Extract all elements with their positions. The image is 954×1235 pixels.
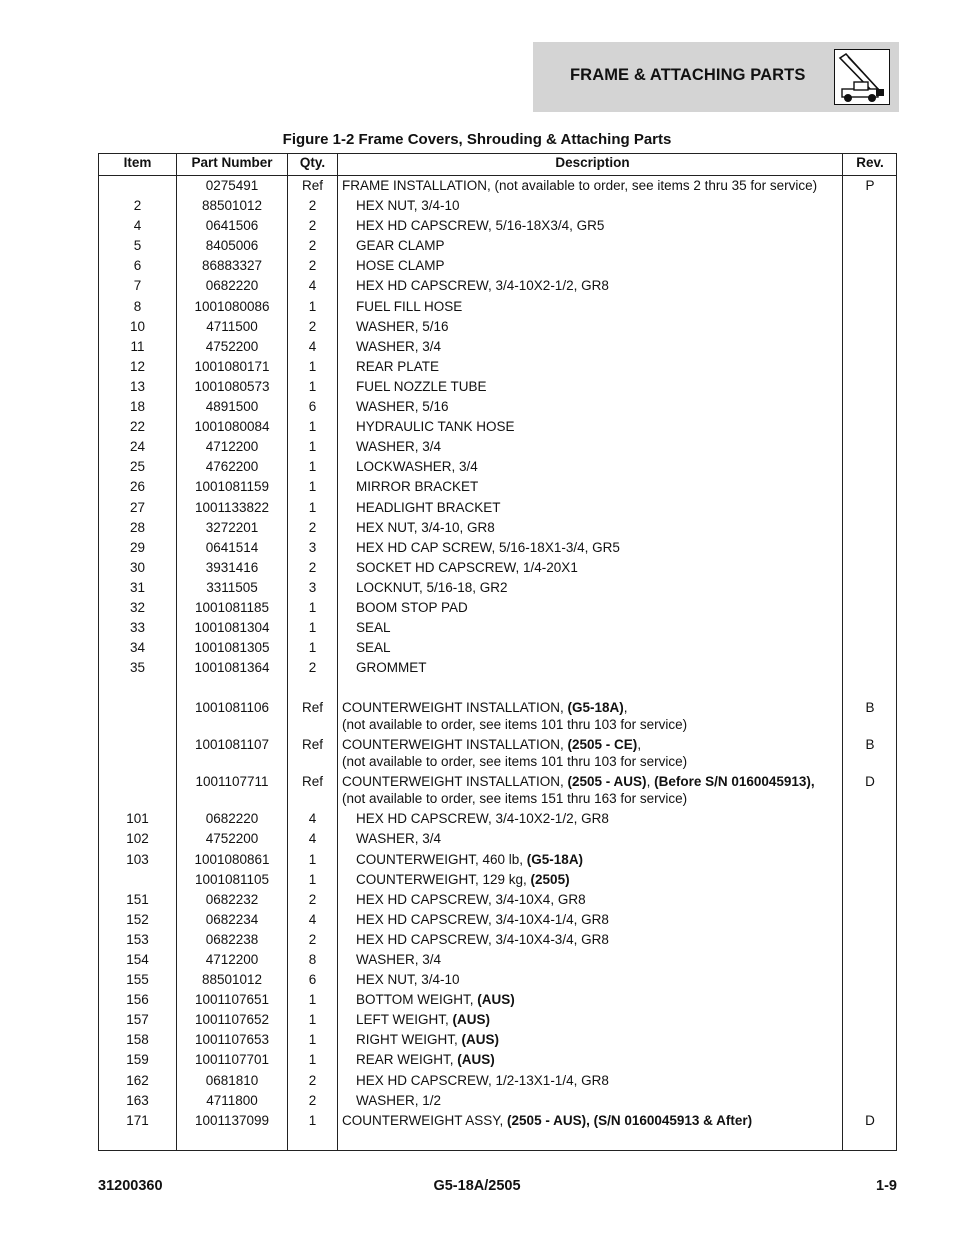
description bbox=[356, 457, 856, 477]
part-number: 3272201 bbox=[205, 519, 259, 535]
item-number: 18 bbox=[129, 399, 146, 415]
item-number: 2 bbox=[133, 198, 142, 214]
description bbox=[356, 658, 856, 678]
section-header bbox=[533, 42, 899, 112]
description-text: WASHER, 5/16 bbox=[356, 399, 449, 415]
item-number: 5 bbox=[133, 238, 142, 254]
quantity: 3 bbox=[308, 579, 317, 595]
quantity: 4 bbox=[308, 831, 317, 847]
part-number: 0682232 bbox=[205, 891, 259, 907]
part-number: 8405006 bbox=[205, 238, 259, 254]
quantity: 4 bbox=[308, 811, 317, 827]
description-text: (G5-18A) bbox=[567, 700, 624, 716]
description bbox=[356, 357, 856, 377]
part-number: 1001107653 bbox=[194, 1032, 270, 1048]
table-row bbox=[99, 735, 896, 772]
description bbox=[356, 498, 856, 518]
revision: B bbox=[865, 737, 875, 753]
quantity: 2 bbox=[308, 1092, 317, 1108]
item-number: 103 bbox=[126, 851, 149, 867]
table-row bbox=[99, 457, 896, 477]
part-number: 0682238 bbox=[205, 931, 259, 947]
part-number: 1001107701 bbox=[194, 1052, 270, 1068]
description-text: HEX HD CAPSCREW, 3/4-10X4, GR8 bbox=[356, 891, 586, 907]
item-number: 30 bbox=[129, 559, 146, 575]
description-text: LOCKNUT, 5/16-18, GR2 bbox=[356, 579, 508, 595]
description-text: HEX HD CAPSCREW, 1/2-13X1-1/4, GR8 bbox=[356, 1072, 609, 1088]
table-row bbox=[99, 256, 896, 276]
description-text: HEX HD CAPSCREW, 3/4-10X4-3/4, GR8 bbox=[356, 931, 609, 947]
description-text: RIGHT WEIGHT, bbox=[356, 1032, 462, 1048]
description bbox=[356, 518, 856, 538]
description-text: HEX NUT, 3/4-10, GR8 bbox=[356, 519, 495, 535]
item-number: 153 bbox=[126, 931, 149, 947]
description bbox=[356, 256, 856, 276]
description-text: SEAL bbox=[356, 620, 391, 636]
table-row bbox=[99, 538, 896, 558]
description bbox=[356, 598, 856, 618]
quantity: 2 bbox=[308, 559, 317, 575]
quantity: 2 bbox=[308, 891, 317, 907]
description-text: WASHER, 5/16 bbox=[356, 318, 449, 334]
description-text: (not available to order, see items 101 thru 103 for service) bbox=[342, 717, 688, 733]
table-row bbox=[99, 498, 896, 518]
table-row bbox=[99, 698, 896, 735]
item-number: 151 bbox=[126, 891, 149, 907]
description bbox=[356, 890, 856, 910]
quantity: 1 bbox=[308, 358, 317, 374]
description bbox=[342, 1111, 842, 1129]
part-number: 0682234 bbox=[205, 911, 259, 927]
description-text: COUNTERWEIGHT, 129 kg, bbox=[356, 871, 531, 887]
description bbox=[342, 772, 842, 807]
description-text: HEX NUT, 3/4-10 bbox=[356, 972, 460, 988]
item-number: 24 bbox=[129, 439, 146, 455]
description-text: HOSE CLAMP bbox=[356, 258, 445, 274]
column-header-part-number: Part Number bbox=[191, 155, 273, 170]
quantity: 1 bbox=[308, 871, 317, 887]
section-title: FRAME & ATTACHING PARTS bbox=[570, 66, 806, 84]
description-text: (2505 - AUS), (S/N 0160045913 & After) bbox=[507, 1112, 753, 1128]
item-number: 35 bbox=[129, 660, 146, 676]
part-number: 1001081185 bbox=[194, 599, 270, 615]
description-text: HEX HD CAPSCREW, 3/4-10X2-1/2, GR8 bbox=[356, 811, 609, 827]
item-number: 12 bbox=[129, 358, 146, 374]
description-text: (Before S/N 0160045913), bbox=[654, 774, 815, 790]
item-number: 27 bbox=[129, 499, 146, 515]
description bbox=[356, 276, 856, 296]
part-number: 1001080171 bbox=[194, 358, 270, 374]
quantity: 2 bbox=[308, 238, 317, 254]
description bbox=[356, 437, 856, 457]
item-number: 8 bbox=[133, 298, 142, 314]
quantity: 1 bbox=[308, 378, 317, 394]
description-text: WASHER, 3/4 bbox=[356, 439, 442, 455]
part-number: 1001080861 bbox=[194, 851, 270, 867]
table-row bbox=[99, 477, 896, 497]
item-number: 28 bbox=[129, 519, 146, 535]
description bbox=[356, 930, 856, 950]
description-text: , bbox=[637, 737, 642, 753]
part-number: 0681810 bbox=[205, 1072, 259, 1088]
quantity: Ref bbox=[301, 178, 323, 193]
item-number: 4 bbox=[133, 218, 142, 234]
description-text: HEX NUT, 3/4-10 bbox=[356, 198, 460, 214]
part-number: 1001081304 bbox=[194, 620, 270, 636]
description-text: FUEL FILL HOSE bbox=[356, 298, 463, 314]
description bbox=[356, 1071, 856, 1091]
part-number: 0641506 bbox=[205, 218, 259, 234]
part-number: 1001137099 bbox=[194, 1112, 270, 1128]
description-text: MIRROR BRACKET bbox=[356, 479, 479, 495]
quantity: 2 bbox=[308, 318, 317, 334]
description bbox=[342, 176, 842, 194]
description-text: WASHER, 3/4 bbox=[356, 338, 442, 354]
table-row bbox=[99, 850, 896, 870]
quantity: 4 bbox=[308, 278, 317, 294]
part-number: 88501012 bbox=[201, 198, 263, 214]
item-number: 156 bbox=[126, 992, 149, 1008]
description bbox=[356, 850, 856, 870]
description-text: (G5-18A) bbox=[526, 851, 584, 867]
item-number: 163 bbox=[126, 1092, 149, 1108]
table-row bbox=[99, 397, 896, 417]
quantity: Ref bbox=[301, 700, 323, 716]
part-number: 1001107652 bbox=[194, 1012, 270, 1028]
part-number: 1001081107 bbox=[194, 737, 270, 753]
table-row bbox=[99, 618, 896, 638]
quantity: 1 bbox=[308, 459, 317, 475]
description-text: HEX HD CAPSCREW, 3/4-10X2-1/2, GR8 bbox=[356, 278, 609, 294]
description bbox=[356, 950, 856, 970]
quantity: 1 bbox=[308, 1032, 317, 1048]
quantity: 1 bbox=[308, 419, 317, 435]
table-row bbox=[99, 1030, 896, 1050]
item-number: 157 bbox=[126, 1012, 149, 1028]
item-number: 171 bbox=[126, 1112, 149, 1128]
table-row bbox=[99, 930, 896, 950]
description-text: HEX HD CAPSCREW, 5/16-18X3/4, GR5 bbox=[356, 218, 605, 234]
table-row bbox=[99, 658, 896, 678]
quantity: 4 bbox=[308, 911, 317, 927]
part-number: 1001081105 bbox=[194, 871, 270, 887]
item-number: 102 bbox=[126, 831, 149, 847]
description bbox=[356, 216, 856, 236]
description-text: (AUS) bbox=[457, 1052, 495, 1068]
description-text: LEFT WEIGHT, bbox=[356, 1012, 453, 1028]
table-row bbox=[99, 1050, 896, 1070]
part-number: 0682220 bbox=[205, 278, 259, 294]
quantity: 1 bbox=[308, 1012, 317, 1028]
quantity: 6 bbox=[308, 972, 317, 988]
revision: D bbox=[865, 774, 875, 790]
quantity: 2 bbox=[308, 218, 317, 234]
description-text: FUEL NOZZLE TUBE bbox=[356, 378, 487, 394]
revision: P bbox=[865, 178, 875, 193]
part-number: 1001080084 bbox=[194, 419, 270, 435]
description bbox=[356, 558, 856, 578]
quantity: 1 bbox=[308, 439, 317, 455]
column-header-description: Description bbox=[555, 155, 630, 170]
table-row bbox=[99, 772, 896, 809]
quantity: 1 bbox=[308, 1052, 317, 1068]
description bbox=[356, 809, 856, 829]
table-spacer bbox=[99, 678, 896, 698]
item-number: 101 bbox=[126, 811, 149, 827]
item-number: 154 bbox=[126, 952, 149, 967]
quantity: 1 bbox=[308, 479, 317, 495]
description-text: (not available to order, see items 101 thru 103 for service) bbox=[342, 754, 688, 770]
description-text: WASHER, 3/4 bbox=[356, 952, 442, 967]
description-text: COUNTERWEIGHT ASSY, bbox=[342, 1112, 508, 1128]
table-row bbox=[99, 558, 896, 578]
description-text: COUNTERWEIGHT INSTALLATION, bbox=[342, 774, 568, 790]
table-row bbox=[99, 1010, 896, 1030]
description-text: (2505 - AUS) bbox=[567, 774, 647, 790]
table-row bbox=[99, 1111, 896, 1131]
description bbox=[356, 578, 856, 598]
quantity: Ref bbox=[301, 774, 323, 790]
part-number: 86883327 bbox=[201, 258, 263, 274]
table-row bbox=[99, 1071, 896, 1091]
quantity: 2 bbox=[308, 931, 317, 947]
part-number: 0682220 bbox=[205, 811, 259, 827]
description bbox=[356, 377, 856, 397]
table-row bbox=[99, 176, 896, 196]
footer-doc-number: 31200360 bbox=[98, 1178, 163, 1194]
description bbox=[356, 970, 856, 990]
column-header-qty: Qty. bbox=[299, 155, 326, 170]
description bbox=[356, 1010, 856, 1030]
description bbox=[356, 990, 856, 1010]
part-number: 3931416 bbox=[205, 559, 259, 575]
table-row bbox=[99, 276, 896, 296]
description bbox=[356, 638, 856, 658]
description-text: HEX HD CAP SCREW, 5/16-18X1-3/4, GR5 bbox=[356, 539, 620, 555]
quantity: 2 bbox=[308, 198, 317, 214]
footer-model: G5-18A/2505 bbox=[433, 1178, 521, 1194]
part-number: 1001081106 bbox=[194, 700, 270, 716]
description-text: (not available to order, see items 151 thru 163 for service) bbox=[342, 791, 688, 807]
quantity: 2 bbox=[308, 519, 317, 535]
description-text: REAR WEIGHT, bbox=[356, 1052, 458, 1068]
description-text: HEX HD CAPSCREW, 3/4-10X4-1/4, GR8 bbox=[356, 911, 609, 927]
figure-title: Figure 1-2 Frame Covers, Shrouding & Attaching Parts bbox=[282, 131, 672, 148]
table-row bbox=[99, 196, 896, 216]
description bbox=[356, 829, 856, 849]
item-number: 6 bbox=[133, 258, 142, 274]
description bbox=[356, 317, 856, 337]
description-text: (2505 - CE) bbox=[567, 737, 638, 753]
part-number: 1001081159 bbox=[194, 479, 270, 495]
item-number: 29 bbox=[129, 539, 146, 555]
description bbox=[356, 397, 856, 417]
description-text: GROMMET bbox=[356, 660, 427, 676]
quantity: 2 bbox=[308, 258, 317, 274]
table-row bbox=[99, 518, 896, 538]
part-number: 0641514 bbox=[205, 539, 259, 555]
part-number: 0275491 bbox=[205, 178, 259, 193]
quantity: 2 bbox=[308, 660, 317, 676]
item-number: 155 bbox=[126, 972, 149, 988]
part-number: 88501012 bbox=[201, 972, 263, 988]
table-row bbox=[99, 970, 896, 990]
table-row bbox=[99, 829, 896, 849]
description bbox=[356, 297, 856, 317]
description-text: BOOM STOP PAD bbox=[356, 599, 468, 615]
description-text: (AUS) bbox=[452, 1012, 491, 1028]
item-number: 158 bbox=[126, 1032, 149, 1048]
item-number: 34 bbox=[129, 640, 146, 656]
description-text: REAR PLATE bbox=[356, 358, 440, 374]
table-row bbox=[99, 236, 896, 256]
table-row bbox=[99, 417, 896, 437]
description bbox=[356, 477, 856, 497]
description-text: HYDRAULIC TANK HOSE bbox=[356, 419, 515, 435]
description-text: COUNTERWEIGHT INSTALLATION, bbox=[342, 737, 568, 753]
part-number: 4762200 bbox=[205, 459, 259, 475]
part-number: 3311505 bbox=[206, 579, 258, 595]
quantity: 1 bbox=[308, 640, 317, 656]
table-row bbox=[99, 317, 896, 337]
description-text: SOCKET HD CAPSCREW, 1/4-20X1 bbox=[356, 559, 578, 575]
quantity: 1 bbox=[308, 499, 317, 515]
description bbox=[356, 618, 856, 638]
part-number: 4711800 bbox=[206, 1092, 258, 1108]
description bbox=[342, 735, 842, 770]
item-number: 152 bbox=[126, 911, 149, 927]
table-row bbox=[99, 598, 896, 618]
table-row bbox=[99, 437, 896, 457]
description-text: SEAL bbox=[356, 640, 391, 656]
scissor-lift-icon bbox=[834, 49, 890, 105]
description bbox=[356, 236, 856, 256]
revision: D bbox=[865, 1112, 875, 1128]
item-number: 162 bbox=[126, 1072, 149, 1088]
revision: B bbox=[865, 700, 875, 716]
table-row bbox=[99, 870, 896, 890]
quantity: 1 bbox=[308, 851, 317, 867]
description-text: FRAME INSTALLATION, (not available to order, see items 2 thru 35 for service) bbox=[342, 178, 818, 193]
part-number: 1001081305 bbox=[194, 640, 270, 656]
quantity: 2 bbox=[308, 1072, 317, 1088]
description-text: HEADLIGHT BRACKET bbox=[356, 499, 501, 515]
description-text: (AUS) bbox=[461, 1032, 500, 1048]
description bbox=[356, 870, 856, 890]
table-row bbox=[99, 890, 896, 910]
description-text: WASHER, 1/2 bbox=[356, 1092, 442, 1108]
description-text: BOTTOM WEIGHT, bbox=[356, 992, 478, 1008]
quantity: 4 bbox=[308, 338, 317, 354]
description-text: (AUS) bbox=[477, 992, 515, 1008]
part-number: 4712200 bbox=[205, 439, 259, 455]
description-text: WASHER, 3/4 bbox=[356, 831, 442, 847]
item-number: 7 bbox=[133, 278, 142, 294]
description bbox=[356, 910, 856, 930]
item-number: 13 bbox=[129, 378, 146, 394]
table-row bbox=[99, 1091, 896, 1111]
description bbox=[356, 1050, 856, 1070]
quantity: 8 bbox=[308, 952, 317, 967]
parts-table bbox=[98, 153, 897, 1151]
item-number: 33 bbox=[129, 620, 146, 636]
quantity: Ref bbox=[301, 737, 323, 753]
description-text: COUNTERWEIGHT, 460 lb, bbox=[356, 851, 527, 867]
part-number: 1001107711 bbox=[195, 774, 269, 790]
description-text: COUNTERWEIGHT INSTALLATION, bbox=[342, 700, 568, 716]
item-number: 159 bbox=[126, 1052, 149, 1068]
description bbox=[356, 196, 856, 216]
part-number: 4711500 bbox=[206, 318, 258, 334]
quantity: 3 bbox=[308, 539, 317, 555]
part-number: 4712200 bbox=[205, 952, 259, 967]
table-row bbox=[99, 216, 896, 236]
quantity: 1 bbox=[308, 1112, 317, 1128]
description-text: , bbox=[646, 774, 655, 790]
table-row bbox=[99, 578, 896, 598]
table-row bbox=[99, 337, 896, 357]
table-row bbox=[99, 638, 896, 658]
item-number: 31 bbox=[129, 579, 146, 595]
description-text: GEAR CLAMP bbox=[356, 238, 445, 254]
item-number: 22 bbox=[129, 419, 146, 435]
quantity: 1 bbox=[308, 298, 317, 314]
table-row bbox=[99, 357, 896, 377]
part-number: 1001133822 bbox=[194, 499, 270, 515]
table-row bbox=[99, 990, 896, 1010]
item-number: 11 bbox=[130, 338, 145, 354]
description bbox=[356, 1091, 856, 1111]
part-number: 1001080086 bbox=[194, 298, 270, 314]
table-row bbox=[99, 377, 896, 397]
part-number: 4752200 bbox=[205, 831, 259, 847]
table-row bbox=[99, 809, 896, 829]
footer-page-number: 1-9 bbox=[876, 1178, 897, 1194]
description-text: (2505) bbox=[530, 871, 570, 887]
description-text: LOCKWASHER, 3/4 bbox=[356, 459, 478, 475]
part-number: 1001081364 bbox=[194, 660, 270, 676]
description bbox=[356, 337, 856, 357]
quantity: 1 bbox=[308, 992, 317, 1008]
quantity: 1 bbox=[308, 620, 317, 636]
part-number: 1001080573 bbox=[194, 378, 270, 394]
part-number: 4752200 bbox=[205, 338, 259, 354]
description-text: , bbox=[623, 700, 628, 716]
quantity: 1 bbox=[308, 599, 317, 615]
part-number: 4891500 bbox=[205, 399, 259, 415]
table-body bbox=[99, 176, 896, 1131]
description bbox=[342, 698, 842, 733]
item-number: 25 bbox=[129, 459, 146, 475]
description bbox=[356, 1030, 856, 1050]
column-header-rev: Rev. bbox=[856, 155, 884, 170]
description bbox=[356, 417, 856, 437]
table-row bbox=[99, 950, 896, 970]
table-row bbox=[99, 297, 896, 317]
item-number: 26 bbox=[129, 479, 146, 495]
item-number: 10 bbox=[129, 318, 146, 334]
column-header-item: Item bbox=[123, 155, 152, 170]
item-number: 32 bbox=[129, 599, 146, 615]
description bbox=[356, 538, 856, 558]
table-row bbox=[99, 910, 896, 930]
part-number: 1001107651 bbox=[194, 992, 270, 1008]
quantity: 6 bbox=[308, 399, 317, 415]
